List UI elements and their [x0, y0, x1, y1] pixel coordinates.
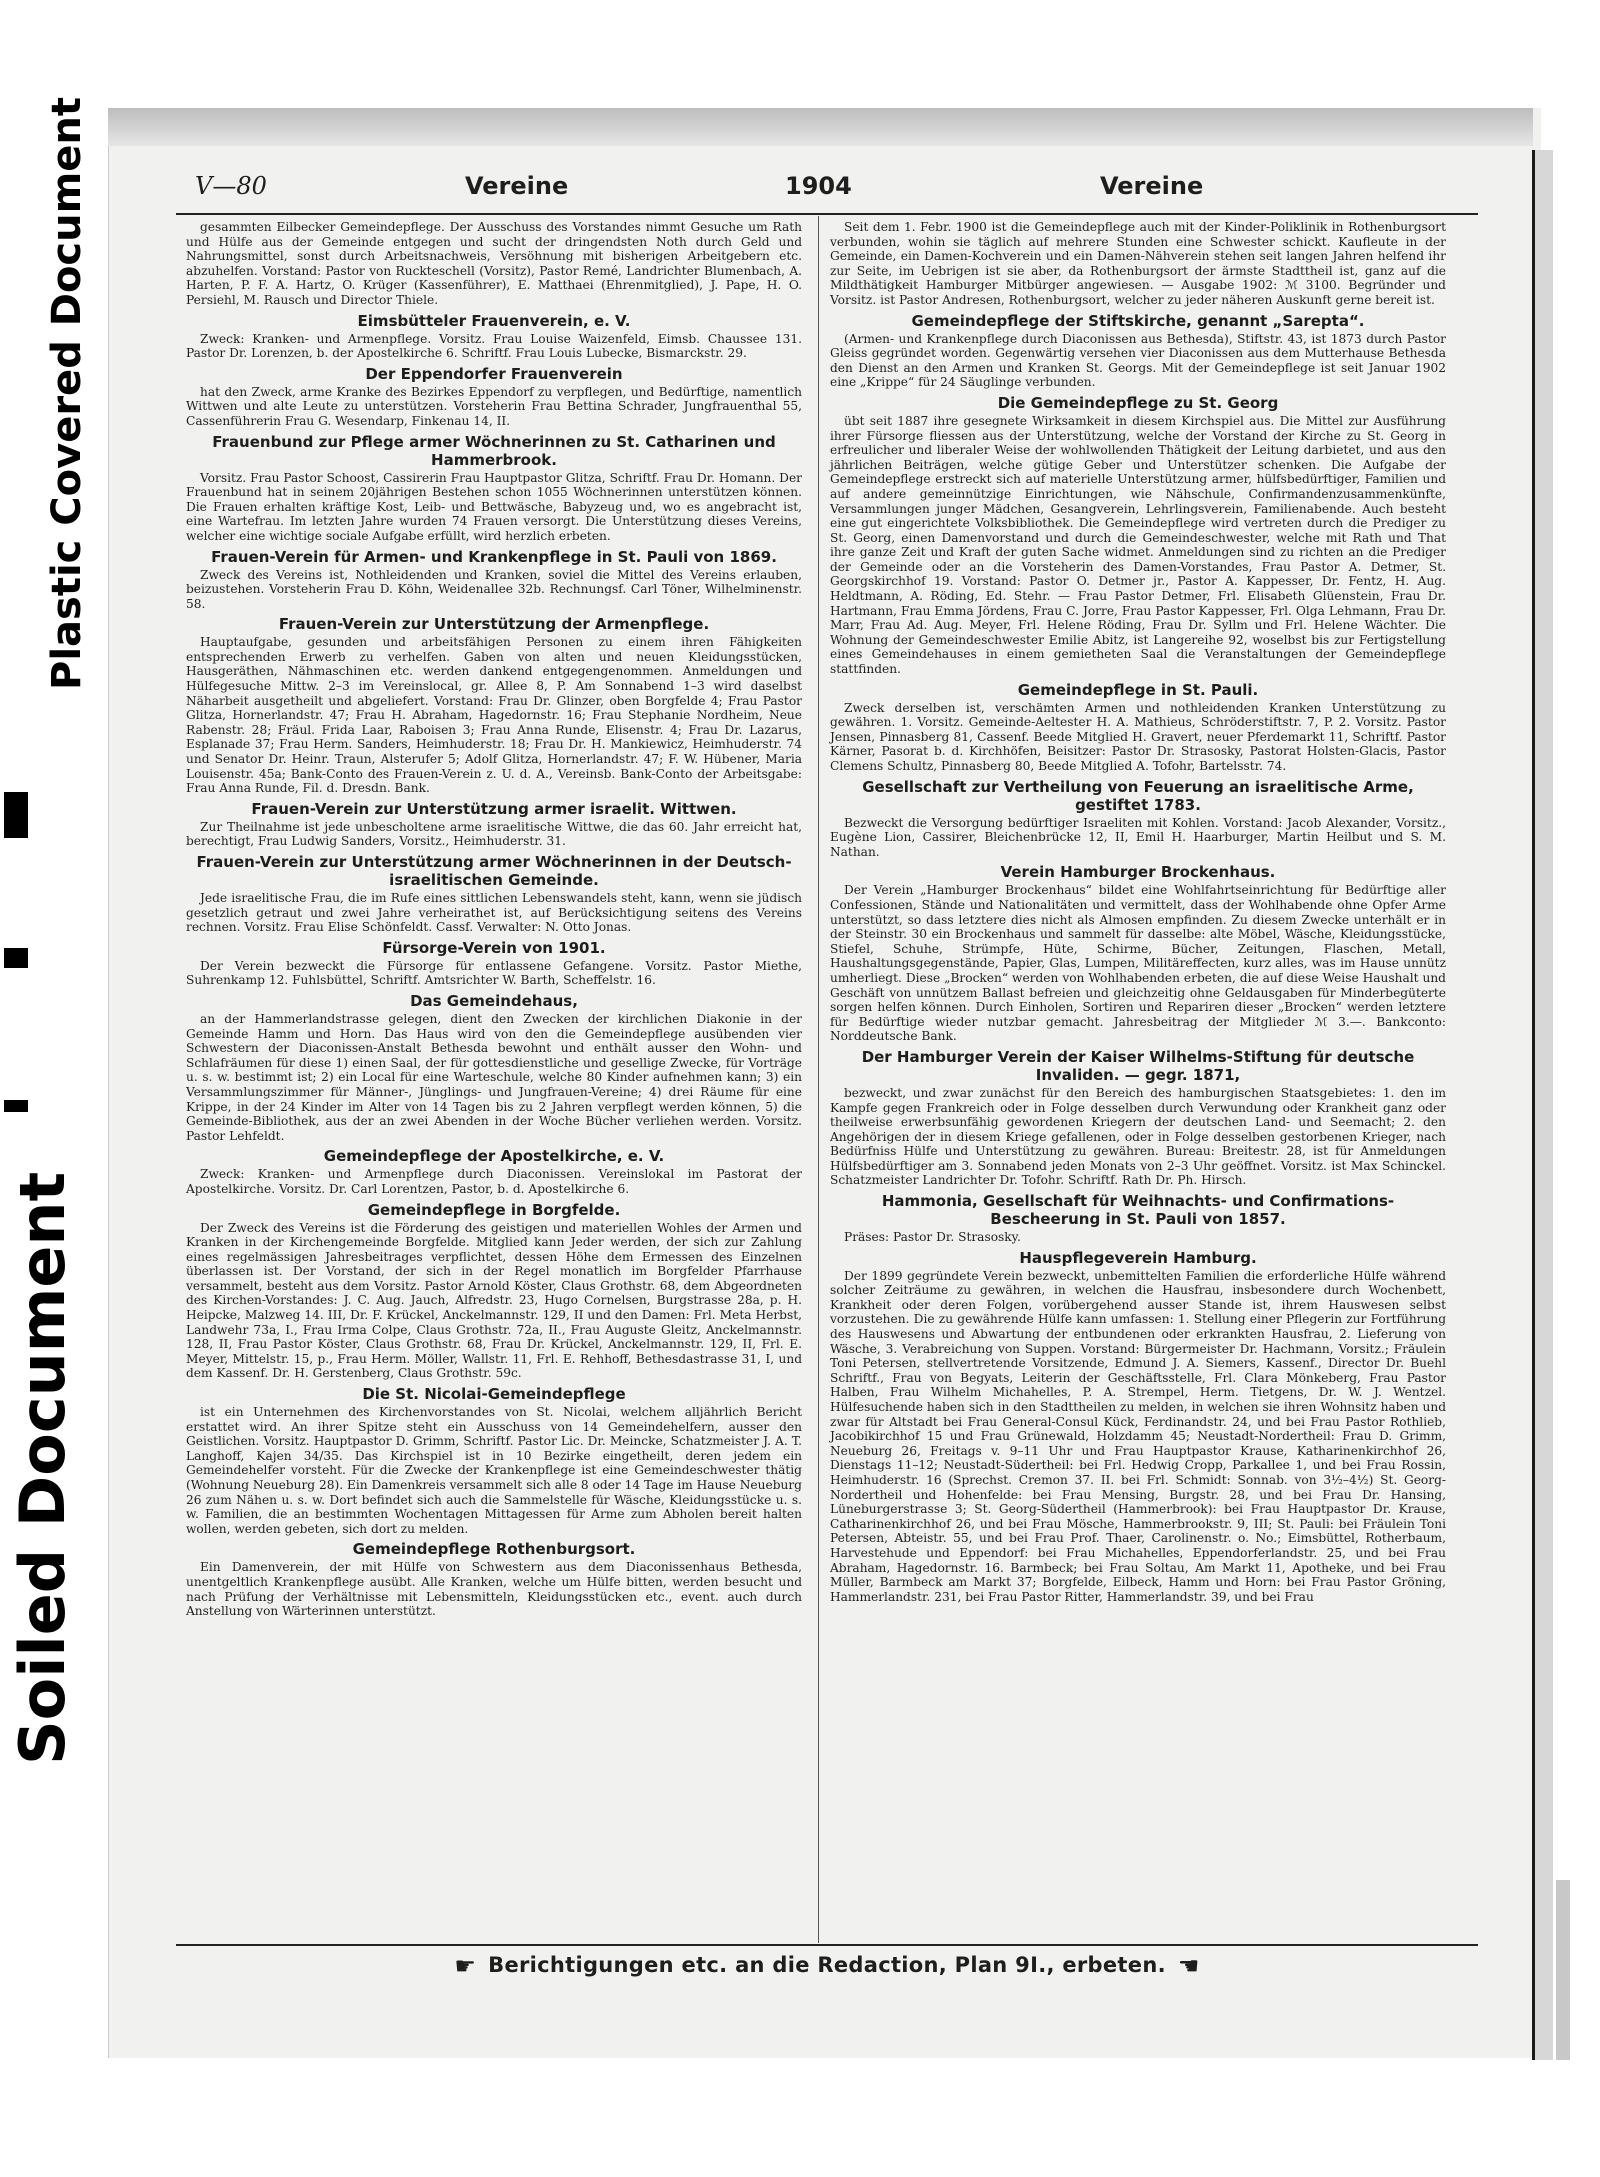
entry-title: Das Gemeindehaus,	[410, 991, 578, 1010]
entry-title: Gemeindepflege in St. Pauli.	[1017, 680, 1259, 699]
entry-body: übt seit 1887 ihre gesegnete Wirksamkeit in diesem Kirchspiel aus. Die Mittel zur Ausführung ihrer Fürsorge fliessen aus der Unterstützung, welche der Vorstand der Kirche zu St. Georg in erfreulicher und liberaler Weise der wohlwollenden Thätigkeit der Leitung darbietet, und aus den jährlichen Beiträgen, welche gütige Geber und Unterstützer schenken. Die Aufgabe der Gemeindepflege erstreckt sich auf materielle Unterstützung armer, hülfsbedürftiger, Familien und auf andere gemeinnützige Einrichtungen, wie Nähschule, Confirmandenzusammenkünfte, Versammlungen junger Mädchen, Gesangverein, Lehrlingsverein, Familienabende. Auch besteht eine gut eingerichtete Volksbibliothek. Die Gemeindepflege wird vertreten durch die Prediger zu St. Georg, einen Damenvorstand und durch die Gemeindeschwester, welche mit Rath und That ihre ganze Zeit und Kraft der guten Sache widmet. Anmeldungen sind zu richten an die Prediger der Gemeinde oder an die Vorsteherin des Damen-Vorstandes, Frau Pastor A. Detmer, St. Georgskirchhof 19. Vorstand: Pastor O. Detmer jr., Pastor A. Kappesser, Dr. Fentz, H. Aug. Heldtmann, A. Röding, Ed. Stehr. — Frau Pastor Detmer, Frl. Elisabeth Glüenstein, Frau Dr. Hartmann, Frau Emma Jördens, Frau C. Jorre, Frau Pastor Kappesser, Frl. Olga Lehmann, Frau Dr. Marr, Frau Ad. Aug. Meyer, Frl. Helene Röding, Frau Dr. Syllm und Frl. Helene Wächter. Die Wohnung der Gemeindeschwester Emilie Abitz, ist Langereihe 92, woselbst bis zur Fertigstellung eines Gemeindehauses in einem gemietheten Saal die Veranstaltungen der Gemeindepflege stattfinden.	[830, 413, 1446, 677]
entry-body: Zur Theilnahme ist jede unbescholtene arme israelitische Wittwe, die das 60. Jahr erreicht hat, berechtigt, Frau Ludwig Sanders, Vorsitz., Heimhuderstr. 31.	[186, 819, 802, 849]
entry-title: Frauen-Verein zur Unterstützung armer israelit. Wittwen.	[251, 799, 737, 818]
pointing-hand-right-icon: ☛	[454, 1952, 477, 1980]
entry-title: Gesellschaft zur Vertheilung von Feuerung an israelitische Arme, gestiftet 1783.	[862, 777, 1414, 814]
entry-title: Gemeindepflege in Borgfelde.	[367, 1200, 621, 1219]
entry-title: Frauenbund zur Pflege armer Wöchnerinnen zu St. Catharinen und Hammerbrook.	[212, 432, 776, 469]
association-entry	[830, 681, 1446, 774]
association-entry	[830, 1048, 1446, 1188]
page-edge-corner	[1556, 1880, 1570, 2060]
entry-body: Der Verein bezweckt die Fürsorge für entlassene Gefangene. Vorsitz. Pastor Miethe, Suhrenkamp 12. Fuhlsbüttel, Schriftf. Amtsrichter W. Barth, Scheffelstr. 16.	[186, 958, 802, 988]
entry-body: Der 1899 gegründete Verein bezweckt, unbemittelten Familien die erforderliche Hülfe während solcher Zeiträume zu gewähren, in welchen die Hausfrau, insbesondere durch Wochenbett, Krankheit oder deren Folgen, vorübergehend ausser Stande ist, ihrem Hauswesen selbst vorzustehen. Die zu gewährende Hülfe kann umfassen: 1. Stellung einer Pflegerin zur Fortführung des Hauswesens und Abwartung der entbundenen oder erkrankten Hausfrau, 2. Lieferung von Wäsche, 3. Verabreichung von Suppen. Vorstand: Bürgermeister Dr. Hachmann, Vorsitz.; Fräulein Toni Petersen, stellvertretende Vorsitzende, Edmund J. A. Siemers, Kassenf., Director Dr. Buehl Schriftf., Frau von Begyats, Leiterin der Geschäftsstelle, Frl. Clara Mönkeberg, Frau Pastor Halben, Frau Wilhelm Michahelles, P. A. Strempel, Herm. Tietgens, Dr. W. J. Wentzel. Hülfesuchende haben sich in den Stadttheilen zu melden, in welchen sie ihren Wohnsitz haben und zwar für Altstadt bei Frau General-Consul Kück, Ferdinandstr. 24, und bei Frau Pastor Rothlieb, Jacobikirchhof 15 und Frau Grünewald, Holzdamm 45; Neustadt-Nordertheil: Frau D. Grimm, Neueburg 26, Freitags v. 9–11 Uhr und Frau Hauptpastor Krause, Katharinenkirchhof 26, Dienstags 11–12; Neustadt-Südertheil: bei Frl. Hedwig Cropp, Parkallee 1, und bei Frau Rossin, Heimhuderstr. 16 (Sprechst. Cremon 37. II. bei Frl. Schmidt: Sonnab. von 3½–4½) St. Georg-Nordertheil und Hohenfelde: bei Frau Mensing, Burgstr. 28, und bei Frau Dr. Hansing, Lüneburgerstrasse 3; St. Georg-Südertheil (Hammerbrook): bei Frau Hauptpastor Dr. Krause, Catharinenkirchhof 26, und bei Frau Mösche, Hammerbrookstr. 9, III; St. Pauli: bei Fräulein Toni Petersen, Abteistr. 55, und bei Frau Prof. Thaer, Carolinenstr. o. No.; Eimsbüttel, Rotherbaum, Harvestehude und Eppendorf: bei Frau Michahelles, Eppendorferlandstr. 25, und bei Frau Abraham, Hagedornstr. 16. Barmbeck; bei Frau Soltau, Am Markt 11, Apotheke, und bei Frau Müller, Barmbeck am Markt 37; Borgfelde, Eilbeck, Hamm und Horn: bei Frau Pastor Gröning, Hammerlandstr. 231, bei Frau Pastor Ritter, Hammerlandstr. 39, und bei Frau	[830, 1268, 1446, 1604]
entry-body: Der Zweck des Vereins ist die Förderung des geistigen und materiellen Wohles der Armen und Kranken in der Kirchengemeinde Borgfelde. Mitglied kann Jeder werden, der sich zur Zahlung eines regelmässigen Jahresbeitrages verpflichtet, dessen Höhe dem Ermessen des Einzelnen überlassen ist. Der Vorstand, der sich in der Regel monatlich im Borgfelder Pfarrhause versammelt, besteht aus dem Vorsitz. Pastor Arnold Köster, Claus Grothstr. 68, dem Abgeordneten des Kirchen-Vorstandes: J. C. Aug. Jauch, Alfredstr. 23, Hugo Cornelsen, Burgstrasse 28a, p. H. Heipcke, Malzweg 14. III, Dr. F. Krückel, Anckelmannstr. 129, II und den Damen: Frl. Meta Herbst, Landwehr 73a, I., Frau Irma Colpe, Claus Grothstr. 72a, II., Frau Auguste Gleitz, Anckelmannstr. 128, II, Frau Pastor Köster, Claus Grothstr. 68, Frau Dr. Krückel, Anckelmannstr. 129, II, Frl. E. Meyer, Mittelstr. 15, p., Frau Herm. Möller, Wallstr. 11, Frl. E. Rehhoff, Bethesdastrasse 31, I, und dem Kassenf. Dr. H. Gerstenberg, Claus Grothstr. 59c.	[186, 1220, 802, 1381]
association-entry	[186, 1540, 802, 1618]
pointing-hand-left-icon: ☚	[1177, 1952, 1200, 1980]
right-column	[830, 220, 1446, 1608]
footer-rule	[176, 1944, 1478, 1946]
entry-body: Ein Damenverein, der mit Hülfe von Schwestern aus dem Diaconissenhaus Bethesda, unentgeltlich Krankenpflege ausübt. Alle Kranken, welche um Hülfe bitten, werden besucht und nach Prüfung der Verhältnisse mit Lebensmitteln, Kleidungsstücken etc., event. auch durch Anstellung von Wärterinnen unterstützt.	[186, 1560, 802, 1619]
entry-title: Frauen-Verein für Armen- und Krankenpflege in St. Pauli von 1869.	[211, 547, 777, 566]
column-divider	[818, 216, 819, 1943]
page-edge	[1532, 150, 1553, 2060]
header-left-title: Vereine	[465, 172, 569, 200]
header-rule	[176, 213, 1478, 215]
entry-body: Zweck: Kranken- und Armenpflege durch Diaconissen. Vereinslokal im Pastorat der Apostelkirche. Vorsitz. Dr. Carl Lorentzen, Pastor, b. d. Apostelkirche 6.	[186, 1167, 802, 1196]
association-entry	[186, 548, 802, 612]
header-right-title: Vereine	[1100, 172, 1204, 200]
soiled-document-label: Soiled Document	[6, 1171, 79, 1765]
entry-body: Vorsitz. Frau Pastor Schoost, Cassirerin Frau Hauptpastor Glitza, Schriftf. Frau Dr. Homann. Der Frauenbund hat in seinem 20jährigen Bestehen schon 1055 Wöchnerinnen unterstützen können. Die Frauen erhalten kräftige Kost, Leib- und Bettwäsche, Babyzeug und, wo es angebracht ist, eine Wartefrau. Im letzten Jahre wurden 74 Frauen versorgt. Die Unterstützung dieses Vereins, welcher eine wichtige sociale Aufgabe erfüllt, wird herzlich erbeten.	[186, 470, 802, 543]
association-entry	[830, 312, 1446, 390]
association-entry	[186, 939, 802, 988]
association-entry	[186, 615, 802, 796]
association-entry	[186, 853, 802, 935]
entry-title: Hammonia, Gesellschaft für Weihnachts- und Confirmations-Bescheerung in St. Pauli von 1857.	[881, 1192, 1395, 1229]
association-entry	[186, 312, 802, 361]
association-entry	[186, 992, 802, 1143]
margin-mark	[4, 792, 28, 838]
entry-title: Frauen-Verein zur Unterstützung armer Wöchnerinnen in der Deutsch-israelitischen Gemeinde.	[196, 853, 792, 889]
entry-title: Die St. Nicolai-Gemeindepflege	[362, 1385, 626, 1404]
entry-title: Frauen-Verein zur Unterstützung der Armenpflege.	[278, 615, 710, 634]
entry-title: Eimsbütteler Frauenverein, e. V.	[357, 311, 631, 330]
entry-body: Zweck: Kranken- und Armenpflege. Vorsitz. Frau Louise Waizenfeld, Eimsb. Chaussee 131. Pastor Dr. Lorenzen, b. der Apostelkirche 6. Schriftf. Frau Louis Lubecke, Bismarckstr. 29.	[186, 331, 802, 361]
margin-mark	[4, 948, 28, 968]
association-entry	[830, 1192, 1446, 1245]
entry-body: Hauptaufgabe, gesunden und arbeitsfähigen Personen zu einem ihren Fähigkeiten entsprechenden Erwerb zu verhelfen. Gaben von alten und neuen Kleidungsstücken, Hausgeräthen, Nähmaschinen etc. werden dankend entgegengenommen. Anmeldungen und Hülfegesuche Mittw. 2–3 im Vereinslocal, gr. Allee 8, P. Am Sonnabend 1–3 wird daselbst Näharbeit ausgetheilt und abgeliefert. Vorstand: Frau Dr. Glinzer, oben Borgfelde 4; Frau Pastor Glitza, Hornerlandstr. 47; Frau H. Abraham, Hagedornstr. 16; Frau Stephanie Nordheim, Neue Rabenstr. 28; Fräul. Frida Laar, Raboisen 3; Frau Anna Runde, Elisenstr. 4; Frau Dr. Lazarus, Esplanade 37; Frau Herm. Sanders, Heimhuderstr. 18; Frau Dr. H. Mankiewicz, Heimhuderstr. 74 und Senator Dr. Heinr. Traun, Alsterufer 5; Adolf Glitza, Hornerlandstr. 47; F. W. Hübener, Maria Louisenstr. 45a; Bank-Conto des Frauen-Verein z. U. d. A., Vereinsb. Bank-Conto der Arbeitsgabe: Frau Anna Runde, Fil. d. Dresdn. Bank.	[186, 635, 802, 796]
entry-title: Der Eppendorfer Frauenverein	[365, 364, 623, 383]
entry-body: Präses: Pastor Dr. Strasosky.	[844, 1230, 1021, 1245]
entry-body: bezweckt, und zwar zunächst für den Bereich des hamburgischen Staatsgebietes: 1. den im Kampfe gegen Frankreich oder in Folge desselben durch Verwundung oder Krankheit ganz oder theilweise erwerbsunfähig gewordenen Kriegern der deutschen Land- und Seemacht; 2. den Angehörigen der in diesem Kriege gefallenen, oder in Folge desselben gestorbenen Krieger, nach Bedürfniss Hülfe und Unterstützung zu gewähren. Bureau: Breitestr. 28, ist für Anmeldungen Hülfsbedürftiger am 3. Sonnabend jeden Monats von 2–3 Uhr geöffnet. Vorsitz. ist Max Schinckel. Schatzmeister Landrichter Dr. Tofohr. Schriftf. Rath Dr. Ph. Hirsch.	[830, 1085, 1446, 1188]
association-entry	[186, 1201, 802, 1382]
page-footer	[176, 1952, 1478, 1980]
entry-body: hat den Zweck, arme Kranke des Bezirkes Eppendorf zu verpflegen, und Bedürftige, namentlich Wittwen und alte Leute zu unterstützen. Vorsteherin Frau Bettina Schrader, Jungfrauenthal 55, Cassenführerin Frau G. Wesendarp, Finkenau 14, II.	[186, 384, 802, 428]
association-entry	[830, 394, 1446, 677]
entry-body: Zweck des Vereins ist, Nothleidenden und Kranken, soviel die Mittel des Vereins erlauben, beizustehen. Vorsteherin Frau D. Köhn, Weidenallee 32b. Rechnungsf. Carl Töner, Wilhelminenstr. 58.	[186, 567, 802, 611]
entry-title: Gemeindepflege Rothenburgsort.	[352, 1540, 636, 1559]
association-entry	[830, 220, 1446, 308]
margin-mark	[4, 1100, 28, 1112]
entry-body: an der Hammerlandstrasse gelegen, dient den Zwecken der kirchlichen Diakonie in der Gemeinde Hamm und Horn. Das Haus wird von den die Gemeindepflege ausübenden vier Schwestern der Diaconissen-Anstalt Bethesda bewohnt und enthält ausser den Wohn- und Schlafräumen für diese 1) einen Saal, der für gottesdienstliche und gesellige Zwecke, für Vorträge u. s. w. bestimmt ist; 2) ein Local für eine Warteschule, welche 80 Kinder aufnehmen kann; 3) ein Versammlungszimmer für Männer-, Jünglings- und Jungfrauen-Vereine; 4) drei Räume für eine Krippe, in der 24 Kinder im Alter von 14 Tagen bis zu 2 Jahren verpflegt werden können, 5) die Gemeinde-Bibliothek, aus der an zwei Abenden in der Woche Bücher verliehen werden. Vorsitz. Pastor Lehfeldt.	[186, 1011, 802, 1143]
entry-title: Der Hamburger Verein der Kaiser Wilhelms-Stiftung für deutsche Invaliden. — gegr. 1871,	[861, 1047, 1415, 1084]
entry-title: Gemeindepflege der Apostelkirche, e. V.	[323, 1147, 665, 1166]
footer-text: Berichtigungen etc. an die Redaction, Plan 9I., erbeten.	[488, 1953, 1166, 1977]
entry-title: Die Gemeindepflege zu St. Georg	[997, 393, 1279, 412]
association-entry	[186, 1147, 802, 1196]
association-entry	[186, 220, 802, 308]
entry-body: Jede israelitische Frau, die im Rufe eines sittlichen Lebenswandels steht, kann, wenn sie jüdisch gesetzlich getraut und zwei Jahre verheirathet ist, auf Berücksichtigung seitens des Vereins rechnen. Vorsitz. Frau Elise Schönfeldt. Cassf. Verwalter: N. Otto Jonas.	[186, 891, 802, 935]
association-entry	[830, 778, 1446, 860]
association-entry	[830, 863, 1446, 1044]
page-top-band	[108, 108, 1533, 146]
header-year: 1904	[785, 172, 852, 200]
entry-title: Hauspflegeverein Hamburg.	[1019, 1248, 1257, 1267]
page-header	[195, 172, 1470, 210]
association-entry	[830, 1249, 1446, 1605]
page-number: V—80	[195, 172, 267, 200]
entry-title: Verein Hamburger Brockenhaus.	[1000, 863, 1276, 882]
entry-body: Der Verein „Hamburger Brockenhaus“ bildet eine Wohlfahrtseinrichtung für Bedürftige aller Confessionen, Stände und Nationalitäten und vermittelt, dass der Wohlhabende ohne Opfer Arme unterstützt, so dass letztere dies nicht als Almosen empfinden. Zu diesem Zwecke unterhält er in der Steinstr. 30 ein Brockenhaus und sammelt für dasselbe: alte Möbel, Wäsche, Kleidungsstücke, Stiefel, Schuhe, Strümpfe, Hüte, Schirme, Bücher, Zeitungen, Flaschen, Metall, Haushaltungsgegenstände, Papier, Glas, Lumpen, Militäreffecten, kurz alles, was im Hause unnütz umherliegt. Diese „Brocken“ werden von Wohlhabenden erbeten, die auf diese Weise Haushalt und Geschäft von unnützem Ballast befreien und gleichzeitig ohne Geldausgaben für Minderbegüterte sorgen helfen können. Durch Einholen, Sortiren und Repariren dieser „Brocken“ werden letztere für Bedürftige wieder nutzbar gemacht. Jahresbeitrag der Mitglieder ℳ 3.—. Bankconto: Norddeutsche Bank.	[830, 883, 1446, 1044]
entry-title: Gemeindepflege der Stiftskirche, genannt „Sarepta“.	[911, 311, 1365, 330]
entry-title: Fürsorge-Verein von 1901.	[382, 938, 606, 957]
entry-body: Zweck derselben ist, verschämten Armen und nothleidenden Kranken Unterstützung zu gewähren. 1. Vorsitz. Gemeinde-Aeltester H. A. Mathieus, Schröderstiftstr. 7, P. 2. Vorsitz. Pastor Jensen, Pinnasberg 81, Cassenf. Beede Mitglied H. Gravert, neuer Pferdemarkt 11, Schriftf. Pastor Kärner, Pasorat b. d. Kirchhöfen, Beisitzer: Pastor Dr. Strasosky, Pastorat Holsten-Glacis, Pastor Clemens Schultz, Pinnasberg 80, Beede Mitglied A. Tofohr, Bartelsstr. 74.	[830, 700, 1446, 773]
plastic-covered-label: Plastic Covered Document	[44, 96, 90, 690]
entry-body: gesammten Eilbecker Gemeindepflege. Der Ausschuss des Vorstandes nimmt Gesuche um Rath und Hülfe aus der Gemeinde entgegen und sucht der dringendsten Noth durch Geld und Nahrungsmittel, sonst durch Arbeitsnachweis, Versöhnung mit bisherigen Arbeitgebern etc. abzuhelfen. Vorstand: Pastor von Ruckteschell (Vorsitz), Pastor Remé, Landrichter Blumenbach, A. Harten, P. F. A. Hartz, O. Krüger (Kassenführer), E. Matthaei (Ehrenmitglied), J. Pape, H. O. Persiehl, M. Rausch und Director Thiele.	[186, 220, 802, 307]
association-entry	[186, 365, 802, 429]
entry-body: Bezweckt die Versorgung bedürftiger Israeliten mit Kohlen. Vorstand: Jacob Alexander, Vorsitz., Eugène Lion, Cassirer, Bleichenbrücke 12, II, Emil H. Haarburger, Martin Heilbut und S. M. Nathan.	[830, 815, 1446, 859]
association-entry	[186, 433, 802, 544]
left-column	[186, 220, 802, 1623]
association-entry	[186, 1385, 802, 1536]
entry-body: ist ein Unternehmen des Kirchenvorstandes von St. Nicolai, welchem alljährlich Bericht erstattet wird. An ihrer Spitze steht ein Ausschuss von 14 Gemeindehelfern, ausser den Geistlichen. Vorsitz. Hauptpastor D. Grimm, Schriftf. Pastor Lic. Dr. Meincke, Schatzmeister J. A. T. Langhoff, Kajen 34/35. Das Kirchspiel ist in 10 Bezirke eingetheilt, deren jedem ein Gemeindehelfer vorsteht. Für die Zwecke der Krankenpflege ist eine Gemeindeschwester thätig (Wohnung Neueburg 28). Ein Damenkreis versammelt sich alle 8 oder 14 Tage im Hause Neueburg 26 zum Nähen u. s. w. Dort befindet sich auch die Sammelstelle für Wäsche, Kleidungsstücke u. s. w. Familien, die an bestimmten Wochentagen Mittagessen für Arme zum Abholen bereit halten wollen, werden gebeten, sich dort zu melden.	[186, 1405, 802, 1536]
entry-body: Seit dem 1. Febr. 1900 ist die Gemeindepflege auch mit der Kinder-Poliklinik in Rothenburgsort verbunden, wohin sie täglich auf mehrere Stunden eine Schwester schickt. Kaufleute in der Gemeinde, ein Damen-Kochverein und ein Damen-Nähverein stehen seit langen Jahren helfend ihr zur Seite, im Uebrigen ist sie aber, da Rothenburgsort der ärmste Stadttheil ist, ganz auf die Mildthätigkeit Hamburger Mitbürger angewiesen. — Ausgabe 1902: ℳ 3100. Begründer und Vorsitz. ist Pastor Andresen, Rothenburgsort, welcher zu jeder näheren Auskunft gerne bereit ist.	[830, 220, 1446, 307]
entry-body: (Armen- und Krankenpflege durch Diaconissen aus Bethesda), Stiftstr. 43, ist 1873 durch Pastor Gleiss gegründet worden. Gegenwärtig versehen vier Diaconissen aus dem Mutterhause Bethesda den Dienst an den Armen und Kranken St. Georgs. Mit der Gemeindepflege ist seit Januar 1902 eine „Krippe“ für 24 Säuglinge verbunden.	[830, 331, 1446, 390]
association-entry	[186, 800, 802, 849]
